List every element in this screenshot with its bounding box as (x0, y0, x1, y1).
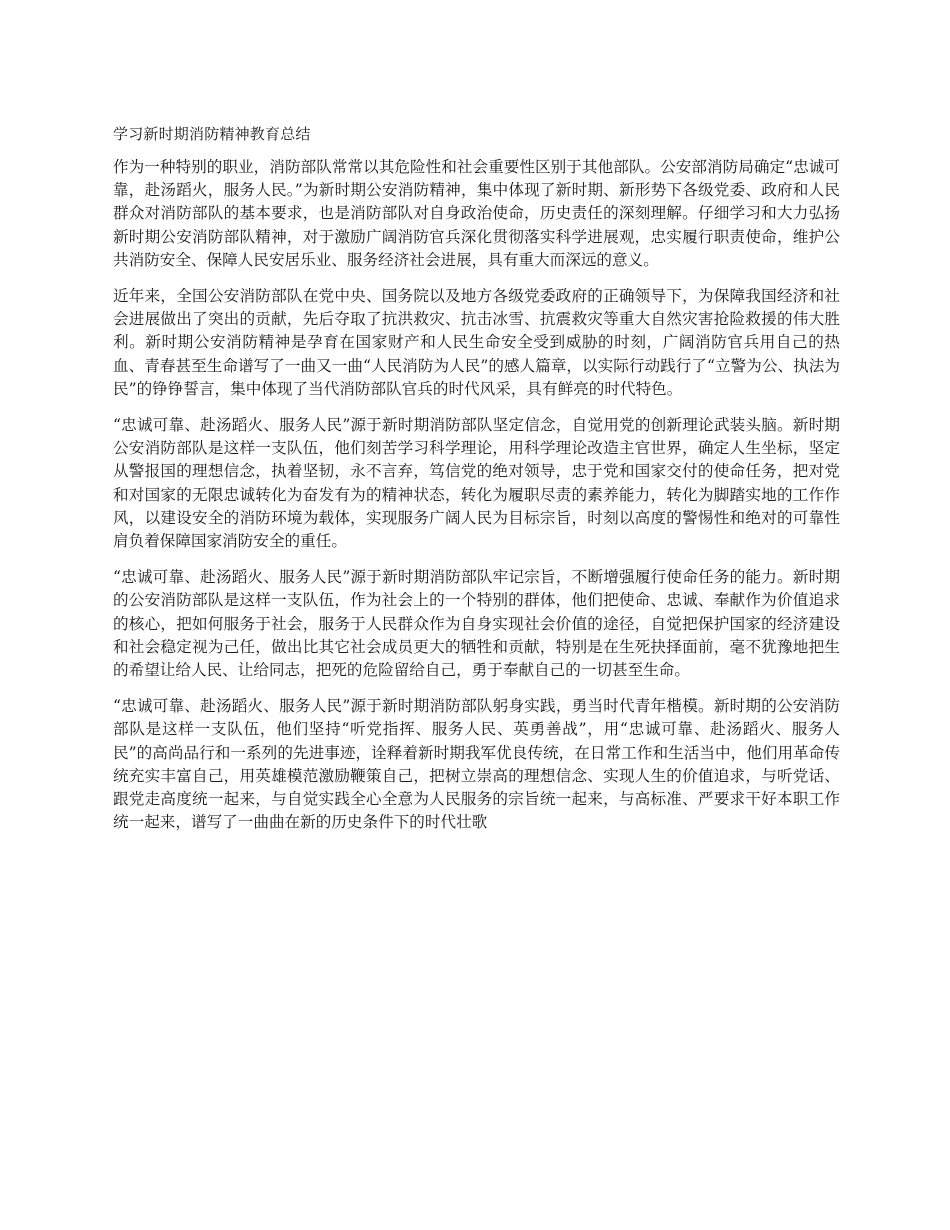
document-title: 学习新时期消防精神教育总结 (113, 125, 311, 143)
paragraph-5: “忠诚可靠、赴汤蹈火、服务人民”源于新时期消防部队躬身实践，勇当时代青年楷模。新时期的公安消防部队是这样一支队伍，他们坚持“听党指挥、服务人民、英勇善战”，用“忠诚可靠、赴汤蹈火、服务人民”的高尚品行和一系列的先进事迹，诠释着新时期我军优良传统，在日常工作和生活当中，他们用革命传统充实丰富自己，用英雄模范激励鞭策自己，把树立崇高的理想信念、实现人生的价值追求，与听党话、跟党走高度统一起来，与自觉实践全心全意为人民服务的宗旨统一起来，与高标准、严要求干好本职工作统一起来，谱写了一曲曲在新的历史条件下的时代壮歌 (113, 697, 840, 832)
paragraph-2: 近年来，全国公安消防部队在党中央、国务院以及地方各级党委政府的正确领导下，为保障我国经济和社会进展做出了突出的贡献，先后夺取了抗洪救灾、抗击冰雪、抗震救灾等重大自然灾害抢险救援的伟大胜利。新时期公安消防精神是孕育在国家财产和人民生命安全受到威胁的时刻，广阔消防官兵用自己的热血、青春甚至生命谱写了一曲又一曲“人民消防为人民”的感人篇章，以实际行动践行了“立警为公、执法为民”的铮铮誓言，集中体现了当代消防部队官兵的时代风采，具有鲜亮的时代特色。 (113, 287, 840, 398)
paragraph-1: 作为一种特别的职业，消防部队常常以其危险性和社会重要性区别于其他部队。公安部消防局确定“忠诚可靠，赴汤蹈火，服务人民。”为新时期公安消防精神，集中体现了新时期、新形势下各级党委、政府和人民群众对消防部队的基本要求，也是消防部队对自身政治使命，历史责任的深刻理解。仔细学习和大力弘扬新时期公安消防部队精神，对于激励广阔消防官兵深化贯彻落实科学进展观，忠实履行职责使命，维护公共消防安全、保障人民安居乐业、服务经济社会进展，具有重大而深远的意义。 (113, 158, 840, 269)
paragraph-4: “忠诚可靠、赴汤蹈火、服务人民”源于新时期消防部队牢记宗旨，不断增强履行使命任务的能力。新时期的公安消防部队是这样一支队伍，作为社会上的一个特别的群体，他们把使命、忠诚、奉献作为价值追求的核心，把如何服务于社会，服务于人民群众作为自身实现社会价值的途径，自觉把保护国家的经济建设和社会稳定视为己任，做出比其它社会成员更大的牺牲和贡献，特别是在生死抉择面前，毫不犹豫地把生的希望让给人民、让给同志，把死的危险留给自己，勇于奉献自己的一切甚至生命。 (113, 568, 840, 680)
paragraph-3: “忠诚可靠、赴汤蹈火、服务人民”源于新时期消防部队坚定信念，自觉用党的创新理论武装头脑。新时期公安消防部队是这样一支队伍，他们刻苦学习科学理论，用科学理论改造主官世界，确定人生坐标，坚定从警报国的理想信念，执着坚韧，永不言弃，笃信党的绝对领导，忠于党和国家交付的使命任务，把对党和对国家的无限忠诚转化为奋发有为的精神状态，转化为履职尽责的素养能力，转化为脚踏实地的工作作风，以建设安全的消防环境为载体，实现服务广阔人民为目标宗旨，时刻以高度的警惕性和绝对的可靠性肩负着保障国家消防安全的重任。 (113, 416, 840, 551)
document-page (113, 122, 840, 847)
